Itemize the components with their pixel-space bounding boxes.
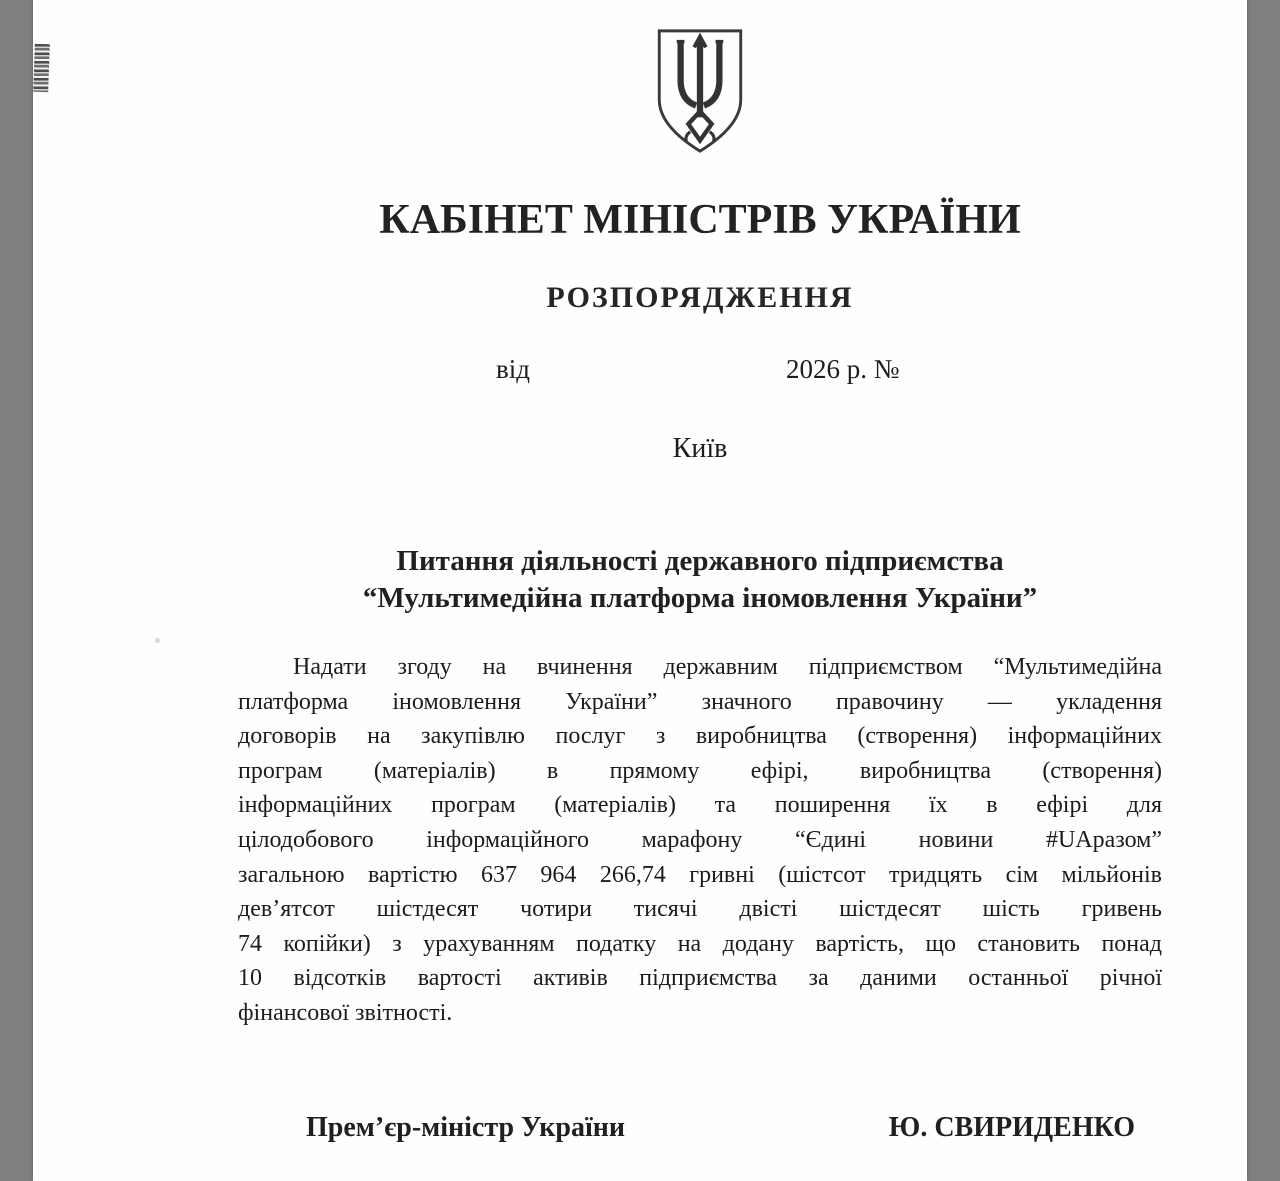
- signature-name: Ю. СВИРИДЕНКО: [888, 1112, 1135, 1143]
- body-line: Надати згоду на вчинення державним підприємством “Мультимедійна: [293, 654, 1162, 680]
- body-line: програм (матеріалів) в прямому ефірі, виробництва (створення): [238, 757, 1162, 784]
- body-line: договорів на закупівлю послуг з виробництва (створення) інформаційних: [238, 723, 1162, 750]
- signature-row: [238, 1112, 1162, 1144]
- body-line: цілодобового інформаційного марафону “Єдині новини #UAразом”: [238, 826, 1162, 853]
- document-title: [238, 543, 1162, 617]
- body-line: дев’ятсот шістдесят чотири тисячі двісті шістдесят шість гривень: [238, 896, 1162, 923]
- body-line: фінансової звітності.: [238, 999, 453, 1026]
- document-title-line: Питання діяльності державного підприємства: [396, 545, 1004, 577]
- body-line: загальною вартістю 637 964 266,74 гривні (шістсот тридцять сім мільйонів: [238, 861, 1162, 888]
- date-year-and-number: 2026 р. №: [786, 354, 900, 384]
- document-content: [238, 0, 1162, 1181]
- body-paragraph: [238, 650, 1162, 1031]
- document-title-line: “Мультимедійна платформа іномовлення України”: [362, 582, 1038, 614]
- body-line: платформа іномовлення України” значного правочину — укладення: [238, 688, 1162, 715]
- document-page: [33, 0, 1247, 1181]
- body-line: 10 відсотків вартості активів підприємства за даними останньої річної: [238, 965, 1162, 992]
- body-line: 74 копійки) з урахуванням податку на додану вартість, що становить понад: [238, 930, 1162, 957]
- scan-dot-artifact: [155, 638, 160, 643]
- date-line: [238, 354, 1162, 388]
- doc-type-heading: РОЗПОРЯДЖЕННЯ: [546, 281, 854, 314]
- city-label: Київ: [672, 433, 728, 464]
- body-line: інформаційних програм (матеріалів) та поширення їх в ефірі для: [238, 792, 1162, 819]
- date-prefix: від: [496, 354, 530, 384]
- signature-title: Прем’єр-міністр України: [306, 1112, 626, 1143]
- scan-barcode-artifact: [33, 44, 50, 92]
- org-name-heading: КАБІНЕТ МІНІСТРІВ УКРАЇНИ: [379, 197, 1021, 243]
- ukraine-trident-emblem-icon: [652, 26, 749, 156]
